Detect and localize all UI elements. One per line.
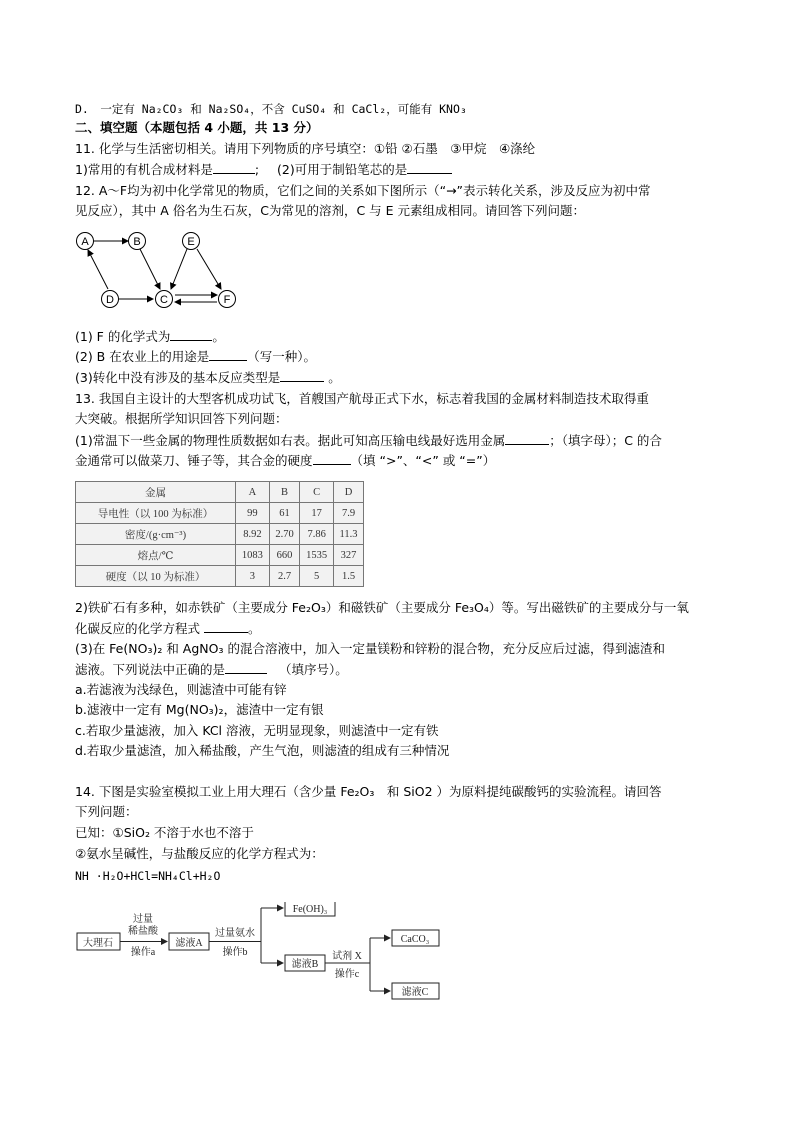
metal-properties-table <box>75 481 364 587</box>
label-filtrate-a: 滤液A <box>175 938 203 949</box>
label-step3-bottom: 操作c <box>334 969 360 980</box>
q14-known-2: ②氨水呈碱性，与盐酸反应的化学方程式为： <box>75 846 324 861</box>
label-filtrate-b: 滤液B <box>291 959 319 970</box>
q13-option-d: d.若取少量滤渣，加入稀盐酸，产生气泡，则滤渣的组成有三种情况 <box>75 743 450 758</box>
q14-flow-diagram <box>75 902 445 1002</box>
q13-sub1-line1: (1)常温下一些金属的物理性质数据如右表。据此可知高压输电线最好选用金属 ；（填字母）；C 的合 <box>75 433 662 448</box>
q13-sub1-line2: 金通常可以做菜刀、锤子等，其合金的硬度 （填 “>”、“<” 或 “=”） <box>75 453 496 468</box>
arrow-d-to-a <box>88 250 108 289</box>
label-step1-top1: 过量 <box>133 914 153 925</box>
table-row: 硬度（以 10 为标准） 3 2.7 5 1.5 <box>76 566 364 587</box>
q13-sub3-line1: (3)在 Fe(NO₃)₂ 和 AgNO₃ 的混合溶液中，加入一定量镁粉和锌粉的混合物，充分反应后过滤，得到滤渣和 <box>75 641 665 656</box>
node-f-label: F <box>223 294 231 306</box>
q14-stem-1: 14. 下图是实验室模拟工业上用大理石（含少量 Fe₂O₃ 和 SiO2 ）为原料提纯碳酸钙的实验流程。请回答 <box>75 784 662 799</box>
q14-known-1: 已知：①SiO₂ 不溶于水也不溶于 <box>75 825 254 840</box>
table-header-row: 金属 A B C D <box>76 482 364 503</box>
table-row: 导电性（以 100 为标准） 99 61 17 7.9 <box>76 503 364 524</box>
q10-option-d: D. 一定有 Na₂CO₃ 和 Na₂SO₄，不含 CuSO₄ 和 CaCl₂，可能有 KNO₃ <box>75 102 467 116</box>
label-fe-oh3: Fe(OH)₃ <box>292 904 328 915</box>
label-marble: 大理石 <box>83 938 113 949</box>
q12-blank-2[interactable] <box>209 348 247 361</box>
section-title: 二、填空题（本题包括 4 小题，共 13 分） <box>75 120 319 135</box>
table-row: 密度/(g·cm⁻³) 8.92 2.70 7.86 11.3 <box>76 524 364 545</box>
node-c-label: C <box>160 294 168 306</box>
q12-blank-3[interactable] <box>280 369 324 382</box>
q13-sub2-line2: 化碳反应的化学方程式 。 <box>75 621 261 636</box>
label-caco3: CaCO₃ <box>400 934 430 945</box>
label-step2-top: 过量氨水 <box>215 928 255 939</box>
q11-stem: 11. 化学与生活密切相关。请用下列物质的序号填空：①铅 ②石墨 ③甲烷 ④涤纶 <box>75 141 536 156</box>
q14-equation: NH ·H₂O+HCl=NH₄Cl+H₂O <box>75 869 221 883</box>
q11-subquestions: 1)常用的有机合成材料是 ; (2)可用于制铅笔芯的是 <box>75 161 452 178</box>
q12-stem-1: 12. A～F均为初中化学常见的物质，它们之间的关系如下图所示（“→”表示转化关系，涉及反应为初中常 <box>75 183 651 198</box>
q12-stem-2: 见反应），其中 A 俗名为生石灰，C为常见的溶剂，C 与 E 元素组成相同。请回答下列问题： <box>75 203 586 218</box>
arrow-e-to-c <box>171 249 187 289</box>
q11-blank-2[interactable] <box>407 161 452 174</box>
table-row: 熔点/℃ 1083 660 1535 327 <box>76 545 364 566</box>
label-step2-bottom: 操作b <box>222 947 248 958</box>
q11-blank-1[interactable] <box>213 161 255 174</box>
q13-blank-2[interactable] <box>313 452 351 465</box>
q13-option-c: c.若取少量滤液，加入 KCl 溶液，无明显现象，则滤渣中一定有铁 <box>75 723 439 738</box>
label-step3-top: 试剂 X <box>332 951 362 962</box>
label-step1-bottom: 操作a <box>130 947 156 958</box>
q12-sub3: (3)转化中没有涉及的基本反应类型是 。 <box>75 370 341 385</box>
q13-option-b: b.滤液中一定有 Mg(NO₃)₂，滤渣中一定有银 <box>75 702 324 717</box>
q11-sub2: (2)可用于制铅笔芯的是 <box>277 162 408 177</box>
node-a-label: A <box>81 236 89 248</box>
q13-stem-2: 大突破。根据所学知识回答下列问题： <box>75 411 288 426</box>
q13-blank-3[interactable] <box>204 620 248 633</box>
q13-blank-1[interactable] <box>505 432 549 445</box>
q12-relation-diagram <box>75 229 250 314</box>
q12-blank-1[interactable] <box>170 328 212 341</box>
node-b-label: B <box>133 236 141 248</box>
q13-sub2-line1: 2)铁矿石有多种，如赤铁矿（主要成分 Fe₂O₃）和磁铁矿（主要成分 Fe₃O₄）等。写出磁铁矿的主要成分与一氧 <box>75 600 689 615</box>
node-d-label: D <box>106 294 114 306</box>
arrow-b-to-c <box>140 249 160 289</box>
label-filtrate-c: 滤液C <box>401 987 429 998</box>
q13-option-a: a.若滤液为浅绿色，则滤渣中可能有锌 <box>75 682 287 697</box>
q13-stem-1: 13. 我国自主设计的大型客机成功试飞，首艘国产航母正式下水，标志着我国的金属材料制造技术取得重 <box>75 391 649 406</box>
q13-sub3-line2: 滤液。下列说法中正确的是 （填序号）。 <box>75 662 348 677</box>
label-step1-top2: 稀盐酸 <box>128 926 158 937</box>
q14-stem-2: 下列问题： <box>75 804 138 819</box>
q12-sub2: (2) B 在农业上的用途是 （写一种）。 <box>75 349 316 364</box>
node-e-label: E <box>187 236 195 248</box>
q11-sub1: 1)常用的有机合成材料是 <box>75 162 213 177</box>
arrow-e-to-f <box>197 249 221 289</box>
q12-sub1: (1) F 的化学式为 。 <box>75 329 225 344</box>
q13-blank-4[interactable] <box>225 661 267 674</box>
